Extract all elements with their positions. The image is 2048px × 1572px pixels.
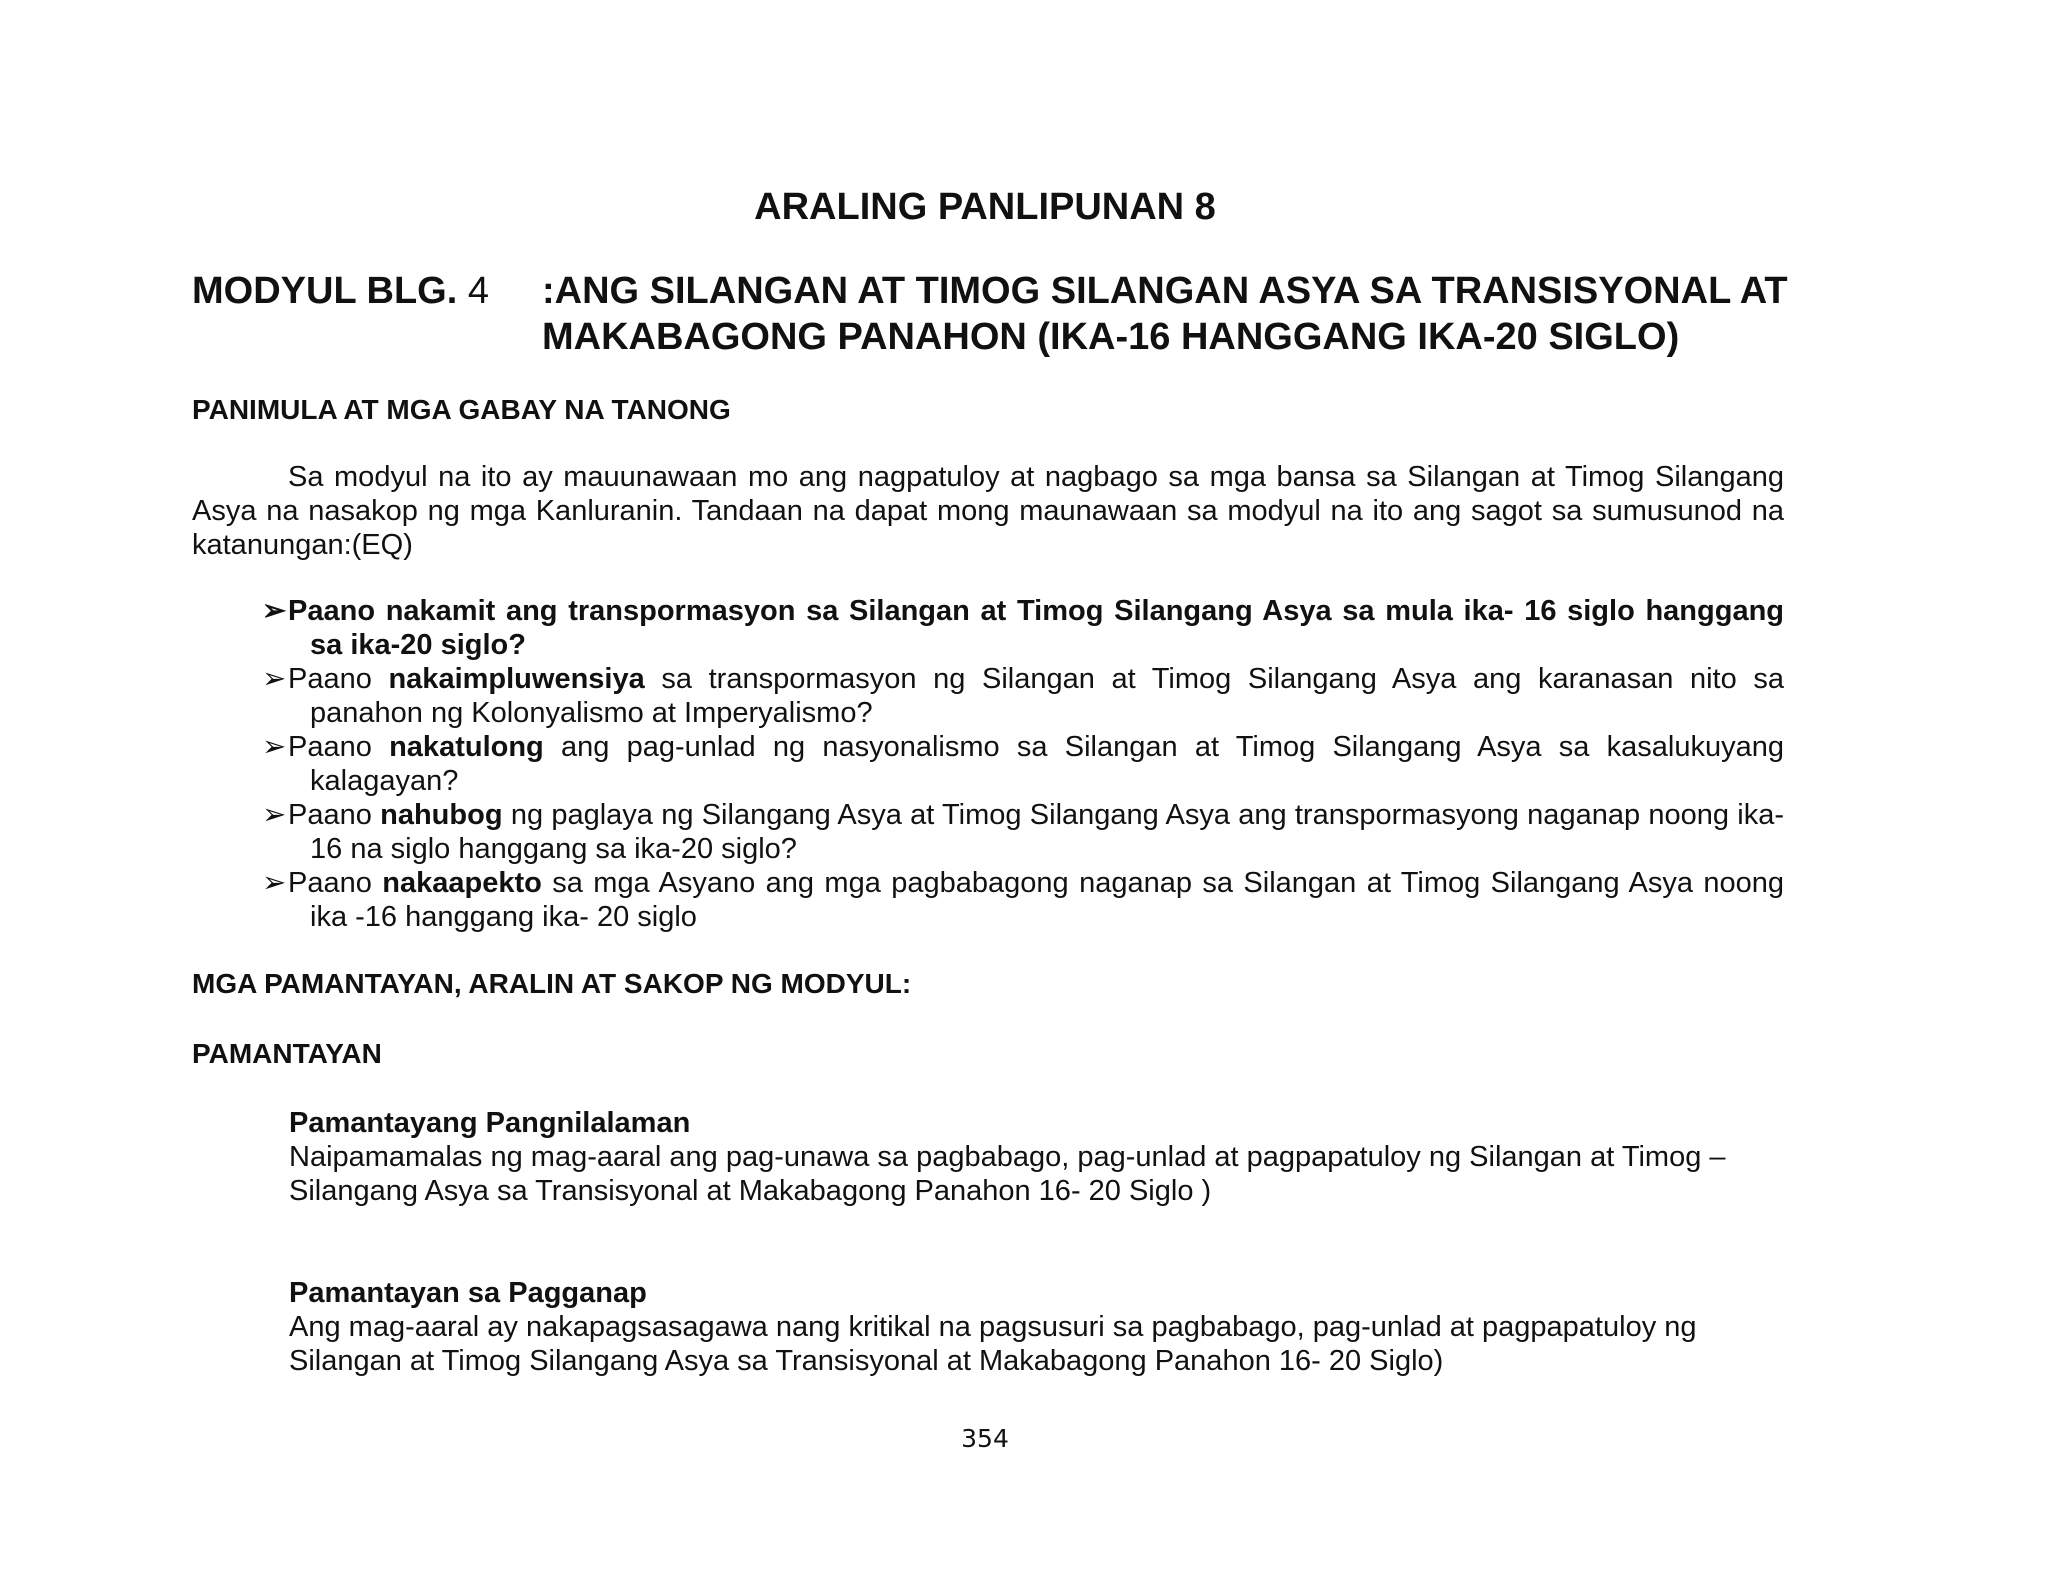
content-standard-title: Pamantayang Pangnilalaman <box>289 1107 691 1139</box>
content-standard-body: Naipamamalas ng mag-aaral ang pag-unawa sa pagbabago, pag-unlad at pagpapatuloy ng Silangan at Timog – Silangang Asya sa Transisyonal at Makabagong Panahon 16- 20 Siglo ) <box>289 1141 1726 1207</box>
question-lead: Paano <box>288 663 389 695</box>
standards-heading: MGA PAMANTAYAN, ARALIN AT SAKOP NG MODYUL: <box>192 968 912 999</box>
question-lead: Paano <box>288 799 381 831</box>
intro-heading: PANIMULA AT MGA GABAY NA TANONG <box>192 394 731 425</box>
question-keyword: Paano nakamit ang transpormasyon sa Silangan at Timog Silangang Asya sa mula ika- 16 siglo hanggang sa ika-20 siglo? <box>288 595 1784 661</box>
question-keyword: nakatulong <box>389 731 544 763</box>
arrow-bullet-icon: ➢ <box>262 731 287 763</box>
question-lead: Paano <box>288 867 383 899</box>
question-lead: Paano <box>288 731 390 763</box>
module-number: 4 <box>467 270 489 312</box>
performance-standard <box>289 1276 1779 1378</box>
question-keyword: nakaapekto <box>382 867 542 899</box>
arrow-bullet-icon: ➢ <box>262 595 287 627</box>
module-title-line-1 <box>192 270 1788 312</box>
question-rest: ng paglaya ng Silangang Asya at Timog Silangang Asya ang transpormasyong naganap noong ika-16 na siglo hanggang sa ika-20 siglo? <box>310 799 1784 865</box>
module-title <box>192 268 1792 360</box>
guide-question <box>262 866 1784 934</box>
content-standard <box>289 1106 1779 1208</box>
guide-question-text <box>288 730 1784 798</box>
module-label-text: MODYUL BLG. <box>192 270 458 312</box>
guide-question-text <box>288 662 1784 730</box>
question-keyword: nakaimpluwensiya <box>388 663 645 695</box>
question-rest: sa mga Asyano ang mga pagbabagong naganap sa Silangan at Timog Silangang Asya noong ika -16 hanggang ika- 20 siglo <box>310 867 1784 933</box>
intro-paragraph: Sa modyul na ito ay mauunawaan mo ang nagpatuloy at nagbago sa mga bansa sa Silangan at Timog Silangang Asya na nasakop ng mga Kanluranin. Tandaan na dapat mong maunawaan sa modyul na ito ang sagot sa sumusunod na katanungan:(EQ) <box>192 461 1784 561</box>
pamantayan-heading: PAMANTAYAN <box>192 1038 382 1069</box>
arrow-bullet-icon: ➢ <box>262 799 287 831</box>
guide-question <box>262 662 1784 730</box>
guide-question <box>262 730 1784 798</box>
guide-question <box>262 594 1784 662</box>
guide-question-text <box>288 866 1784 934</box>
arrow-bullet-icon: ➢ <box>262 867 287 899</box>
guide-questions-list <box>262 594 1784 934</box>
module-title-text-1: :ANG SILANGAN AT TIMOG SILANGAN ASYA SA TRANSISYONAL AT <box>542 270 1788 312</box>
question-keyword: nahubog <box>380 799 503 831</box>
performance-standard-title: Pamantayan sa Pagganap <box>289 1277 647 1309</box>
module-label <box>192 268 542 314</box>
question-rest: sa transpormasyon ng Silangan at Timog Silangang Asya ang karanasan nito sa panahon ng Kolonyalismo at Imperyalismo? <box>310 663 1784 729</box>
performance-standard-body: Ang mag-aaral ay nakapagsasagawa nang kritikal na pagsusuri sa pagbabago, pag-unlad at pagpapatuloy ng Silangan at Timog Silangang Asya sa Transisyonal at Makabagong Panahon 16- 20 Siglo) <box>289 1311 1697 1377</box>
guide-question-text <box>288 798 1784 866</box>
page-number: 354 <box>961 1424 1009 1453</box>
arrow-bullet-icon: ➢ <box>262 663 287 695</box>
guide-question-text <box>288 594 1784 662</box>
module-title-line-2: MAKABAGONG PANAHON (IKA-16 HANGGANG IKA-20 SIGLO) <box>542 316 1680 358</box>
subject-title: ARALING PANLIPUNAN 8 <box>754 186 1216 228</box>
guide-question <box>262 798 1784 866</box>
question-rest: ang pag-unlad ng nasyonalismo sa Silangan at Timog Silangang Asya sa kasalukuyang kalagayan? <box>310 731 1784 797</box>
